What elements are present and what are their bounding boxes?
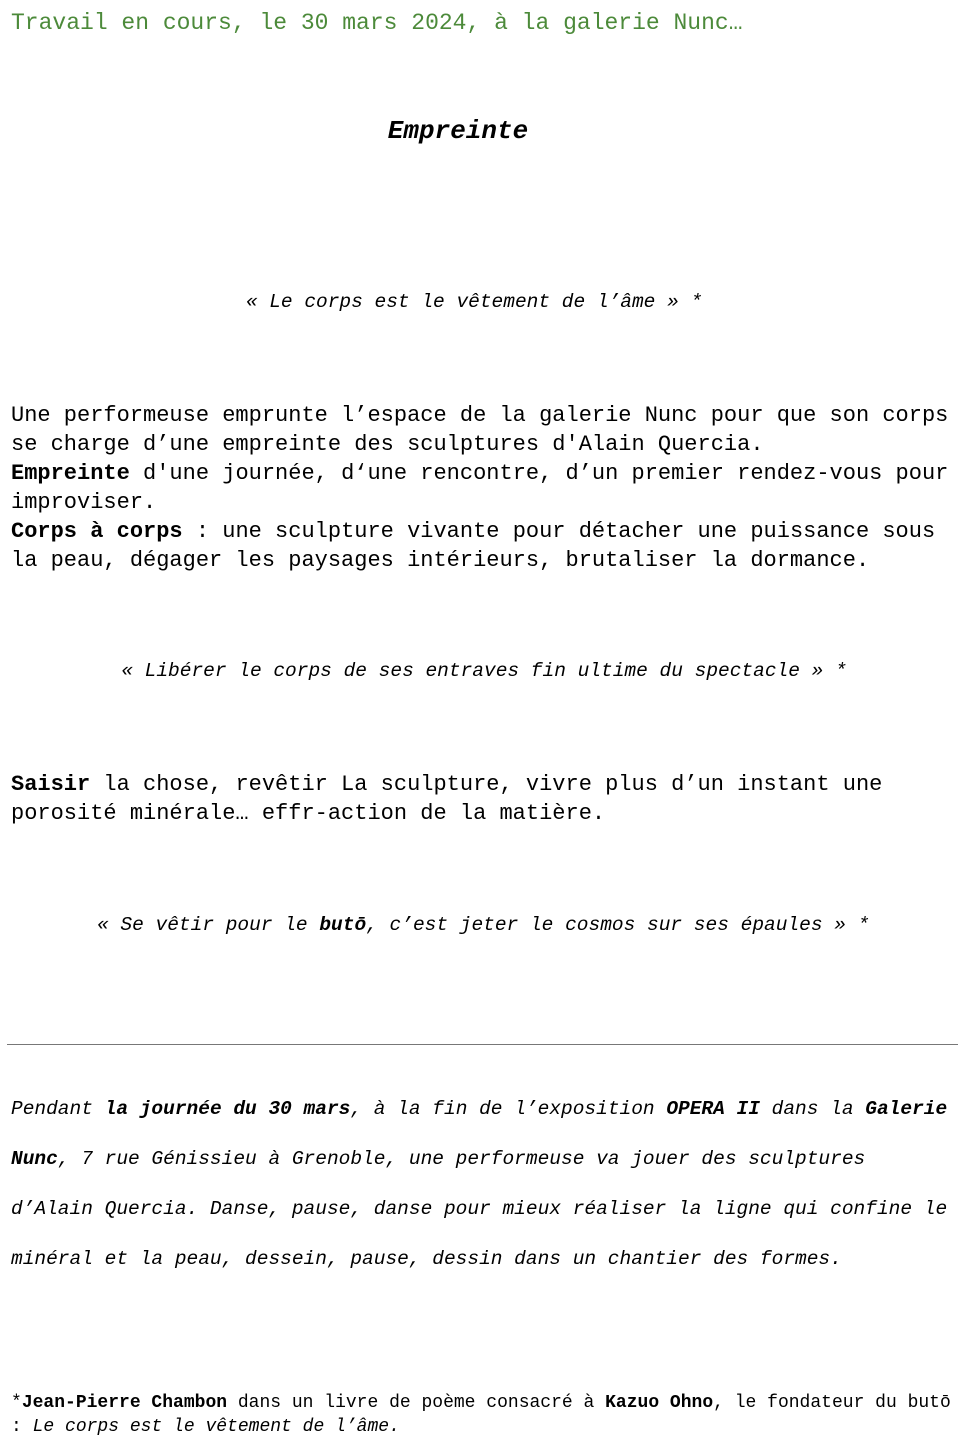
paragraph-1-line-3-text: : une sculpture vivante pour détacher une puissance sous la peau, dégager les paysages intérieurs, brutaliser la dormance. [11,519,936,573]
exhibition-name-bold: OPERA II [666,1098,760,1120]
event-text-3: dans la [759,1098,866,1120]
quote-3-after: , c’est jeter le cosmos sur ses épaules » * [366,914,870,936]
event-text-2: , à la fin de l’exposition [350,1098,667,1120]
event-text-1: Pendant [11,1098,105,1120]
buto-bold: butō [319,914,367,936]
event-text-4: , 7 rue Génissieu à Grenoble, une performeuse va jouer des sculptures d’Alain Quercia. Danse, pause, danse pour mieux réaliser la ligne qui confine le minéral et la peau, dessein, pause, dessin dans un chantier des formes. [11,1148,948,1270]
footnote-text-1: dans un livre de poème consacré à [227,1393,606,1413]
author-name-bold: Jean-Pierre Chambon [21,1393,228,1413]
paragraph-2 [11,770,961,828]
event-paragraph [11,1084,951,1284]
event-date-bold: la journée du 30 mars [104,1098,351,1120]
paragraph-1-line-2 [11,459,961,517]
horizontal-divider [7,1044,958,1045]
footnote-text-2: , le fondateur du butō : [11,1393,951,1437]
page-title: Empreinte [387,116,529,146]
paragraph-1-line-1: Une performeuse emprunte l’espace de la galerie Nunc pour que son corps se charge d’une empreinte des sculptures d'Alain Quercia. [11,403,949,457]
quote-3-before: « Se vêtir pour le [97,914,320,936]
corps-a-corps-bold: Corps à corps [11,519,183,544]
quote-3 [97,911,869,939]
page-header: Travail en cours, le 30 mars 2024, à la galerie Nunc… [11,10,743,36]
quote-2: « Libérer le corps de ses entraves fin ultime du spectacle » * [121,660,847,682]
paragraph-2-text [11,770,961,828]
footnote-quote-italic: Le corps est le vêtement de l’âme. [32,1417,400,1437]
kazuo-ohno-bold: Kazuo Ohno [605,1393,714,1413]
footnote [11,1391,951,1439]
footnote-star: * [11,1393,22,1413]
paragraph-1 [11,401,961,575]
paragraph-1-line-3 [11,517,961,575]
empreinte-bold: Empreinte [11,461,130,486]
gallery-name-bold: Galerie Nunc [11,1098,948,1170]
paragraph-2-rest: la chose, revêtir La sculpture, vivre plus d’un instant une porosité minérale… effr-action de la matière. [11,772,883,826]
saisir-bold: Saisir [11,772,91,797]
paragraph-1-line-2-text: d'une journée, d‘une rencontre, d’un premier rendez-vous pour improviser. [11,461,949,515]
quote-1: « Le corps est le vêtement de l’âme » * [245,291,703,313]
